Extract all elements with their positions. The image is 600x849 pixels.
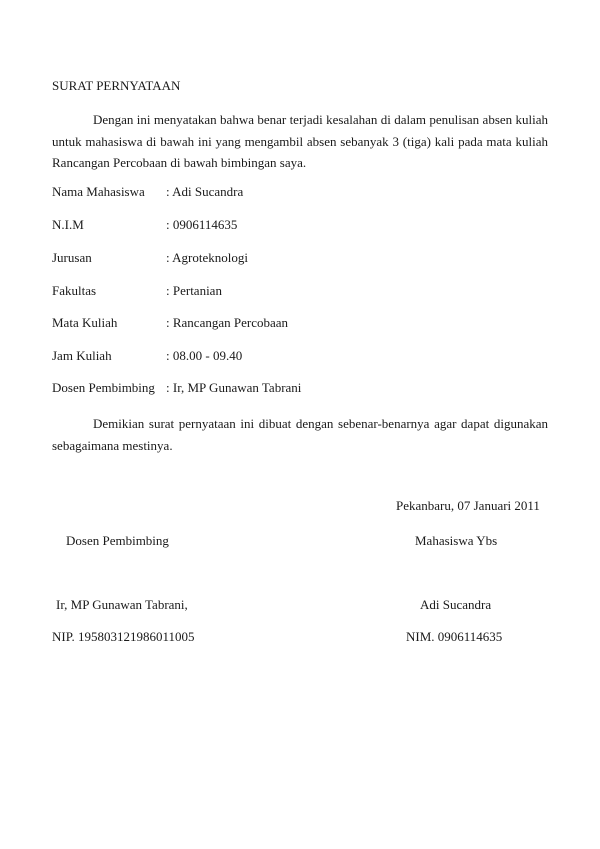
- field-value: : Pertanian: [166, 283, 222, 298]
- field-label: Dosen Pembimbing: [52, 380, 155, 395]
- field-label: Mata Kuliah: [52, 315, 118, 330]
- left-signature-id: NIP. 195803121986011005: [52, 629, 195, 644]
- left-signature-role: Dosen Pembimbing: [66, 533, 169, 548]
- field-value: : Adi Sucandra: [166, 184, 244, 199]
- field-value: : Rancangan Percobaan: [166, 315, 289, 330]
- left-signature-name: Ir, MP Gunawan Tabrani,: [56, 597, 188, 612]
- field-label: Jurusan: [52, 250, 92, 265]
- place-date: Pekanbaru, 07 Januari 2011: [396, 498, 540, 513]
- field-label: Nama Mahasiswa: [52, 184, 145, 199]
- field-value: : Agroteknologi: [166, 250, 248, 265]
- field-label: N.I.M: [52, 217, 84, 232]
- field-value: : 0906114635: [166, 217, 238, 232]
- right-signature-role: Mahasiswa Ybs: [415, 533, 498, 548]
- field-value: : Ir, MP Gunawan Tabrani: [166, 380, 302, 395]
- letter-title: SURAT PERNYATAAN: [52, 78, 181, 93]
- right-signature-name: Adi Sucandra: [420, 597, 492, 612]
- field-label: Jam Kuliah: [52, 348, 112, 363]
- field-label: Fakultas: [52, 283, 97, 298]
- field-value: : 08.00 - 09.40: [166, 348, 243, 363]
- closing-paragraph: Demikian surat pernyataan ini dibuat dengan sebenar-benarnya agar dapat digunakan sebagaimana mestinya.: [52, 416, 548, 453]
- intro-paragraph: Dengan ini menyatakan bahwa benar terjadi kesalahan di dalam penulisan absen kuliah untuk mahasiswa di bawah ini yang mengambil absen sebanyak 3 (tiga) kali pada mata kuliah Rancangan Percobaan di bawah bimbingan saya.: [52, 112, 548, 170]
- right-signature-id: NIM. 0906114635: [406, 629, 503, 644]
